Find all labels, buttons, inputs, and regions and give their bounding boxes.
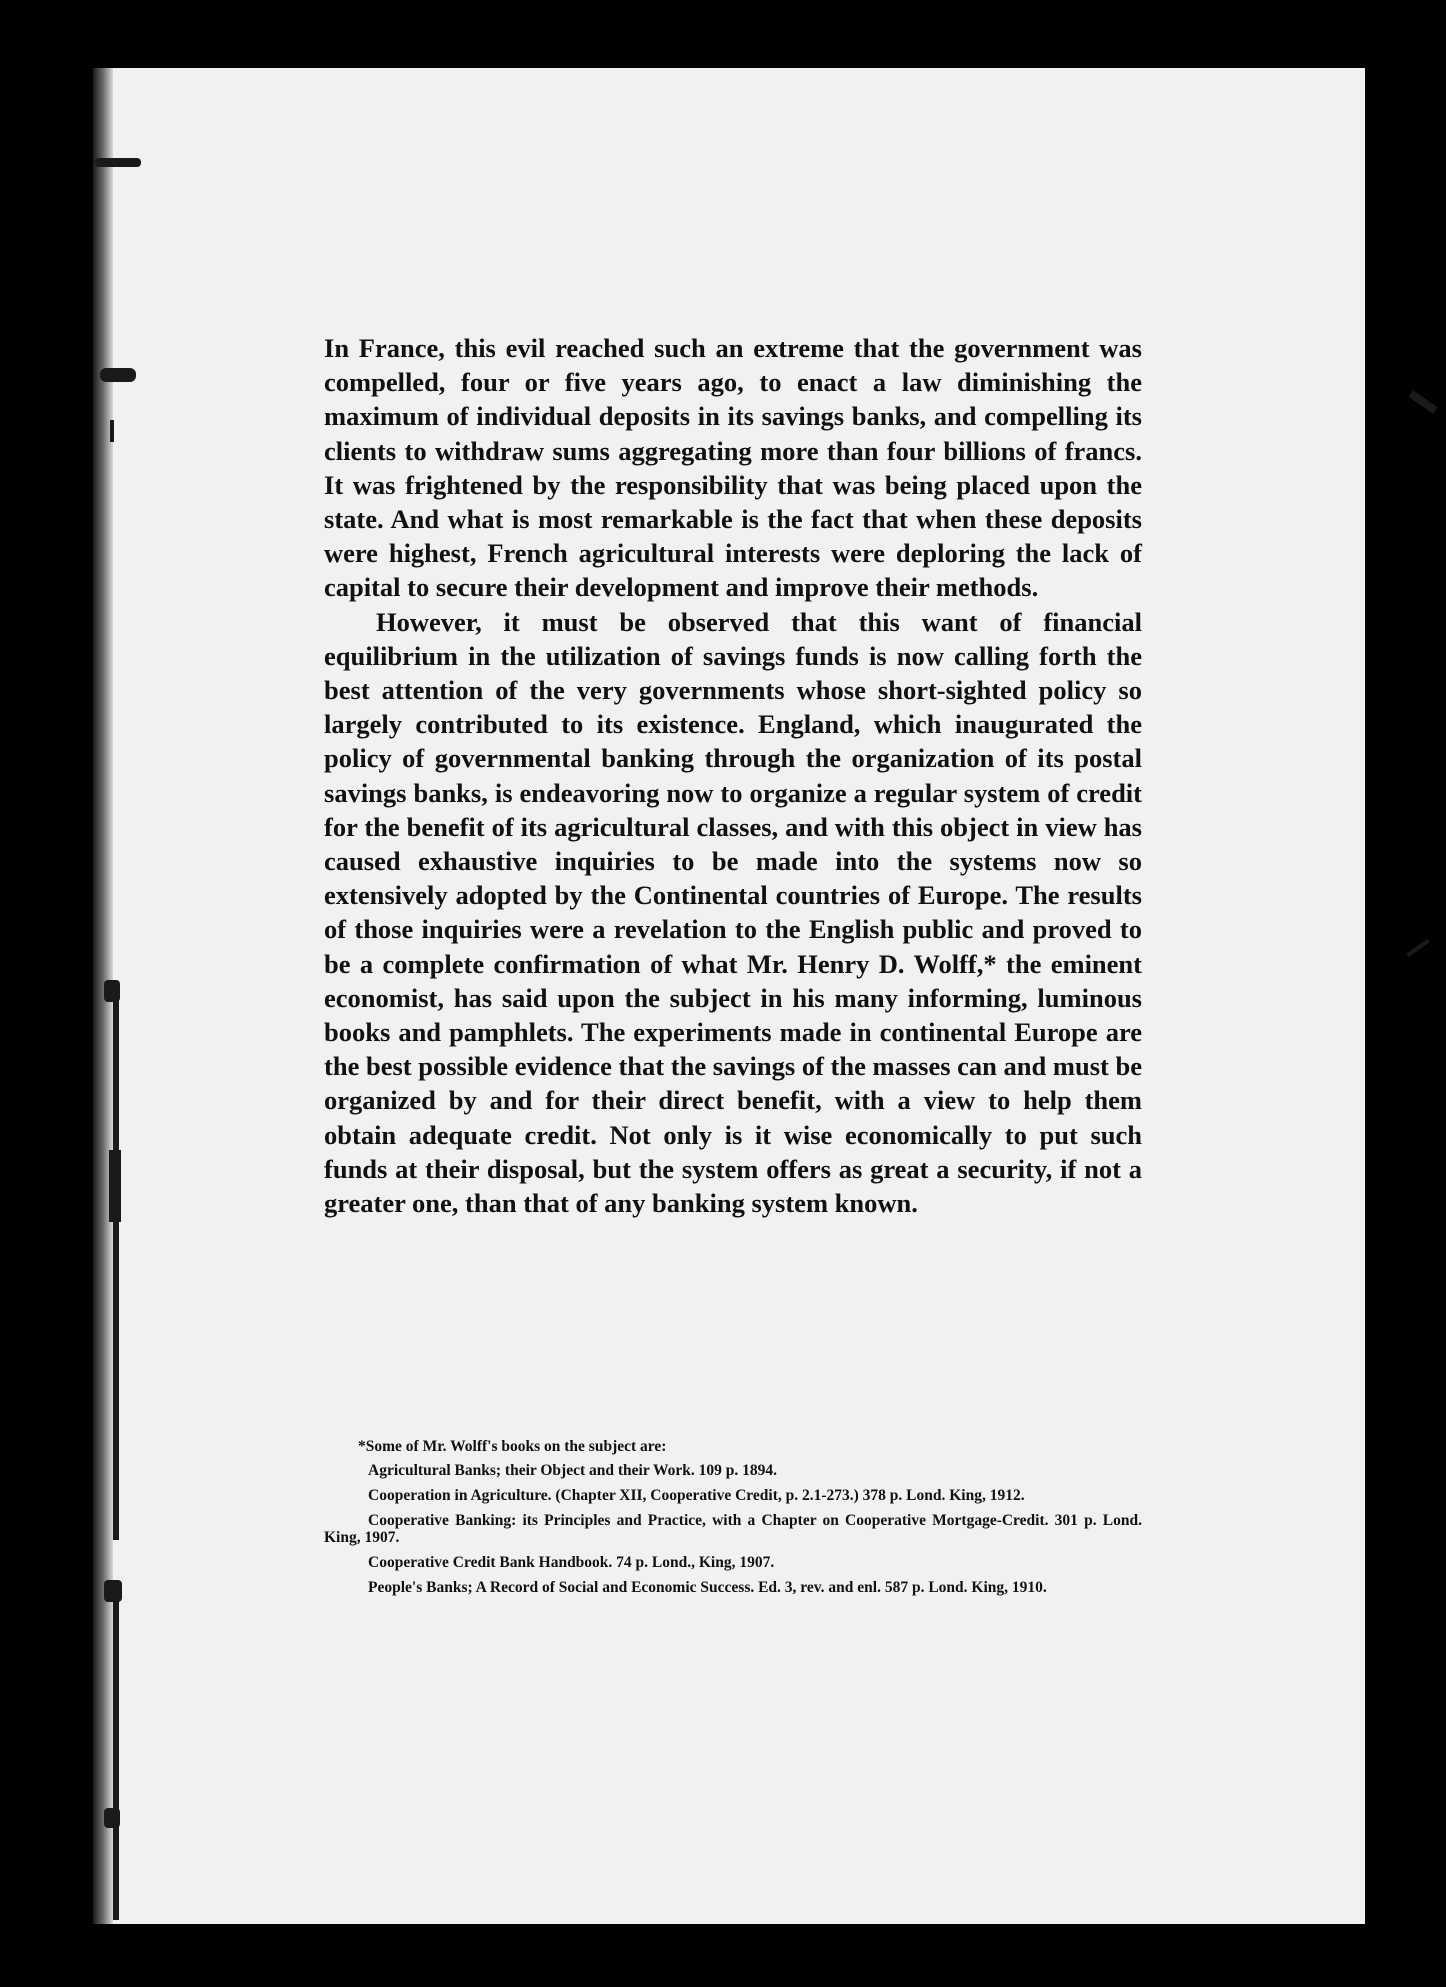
footnote-item: Cooperation in Agriculture. (Chapter XII, Cooperative Credit, p. 2.1-273.) 378 p. Lond. King, 1912. xyxy=(368,1487,1025,1504)
main-text xyxy=(324,331,1142,1220)
footnote-item: Cooperative Credit Bank Handbook. 74 p. Lond., King, 1907. xyxy=(368,1554,775,1571)
binding-mark xyxy=(110,420,114,442)
footnote-heading: *Some of Mr. Wolff's books on the subject are: xyxy=(358,1438,667,1455)
binding-mark xyxy=(104,1580,122,1602)
edge-mark xyxy=(1408,390,1437,414)
binding-mark xyxy=(100,368,136,382)
binding-mark xyxy=(109,1150,121,1222)
paragraph: In France, this evil reached such an extreme that the government was compelled, four or five years ago, to enact a law diminishing the maximum of individual deposits in its savings banks, and compelling its clients to withdraw sums aggregating more than four billions of francs. It was frightened by the responsibility that was being placed upon the state. And what is most remarkable is the fact that when these deposits were highest, French agricultural interests were deploring the lack of capital to secure their development and improve their methods. xyxy=(324,333,1142,603)
binding-mark xyxy=(104,1808,120,1828)
footnote-item: People's Banks; A Record of Social and Economic Success. Ed. 3, rev. and enl. 587 p. Lond. King, 1910. xyxy=(368,1579,1047,1596)
binding-mark xyxy=(113,1000,119,1540)
paragraph: However, it must be observed that this want of financial equilibrium in the utilization of savings funds is now calling forth the best attention of the very governments whose short-sighted policy so largely contributed to its existence. England, which inaugurated the policy of governmental banking through the organization of its postal savings banks, is endeavoring now to organize a regular system of credit for the benefit of its agricultural classes, and with this object in view has caused exhaustive inquiries to be made into the systems now so extensively adopted by the Continental countries of Europe. The results of those inquiries were a revelation to the English public and proved to be a complete confirmation of what Mr. Henry D. Wolff,* the eminent economist, has said upon the subject in his many informing, luminous books and pamphlets. The experiments made in continental Europe are the best possible evidence that the savings of the masses can and must be organized by and for their direct benefit, with a view to help them obtain adequate credit. Not only is it wise economically to put such funds at their disposal, but the system offers as great a security, if not a greater one, than that of any banking system known. xyxy=(324,606,1142,1219)
footnote-item: Cooperative Banking: its Principles and Practice, with a Chapter on Cooperative Mortgage-Credit. 301 p. Lond. King, 1907. xyxy=(324,1512,1142,1546)
footnote-item: Agricultural Banks; their Object and their Work. 109 p. 1894. xyxy=(368,1462,778,1479)
edge-mark xyxy=(1406,939,1430,957)
footnotes xyxy=(324,1438,1142,1604)
binding-mark xyxy=(113,1600,119,1920)
binding-mark xyxy=(104,980,120,1002)
binding-mark xyxy=(95,158,141,167)
